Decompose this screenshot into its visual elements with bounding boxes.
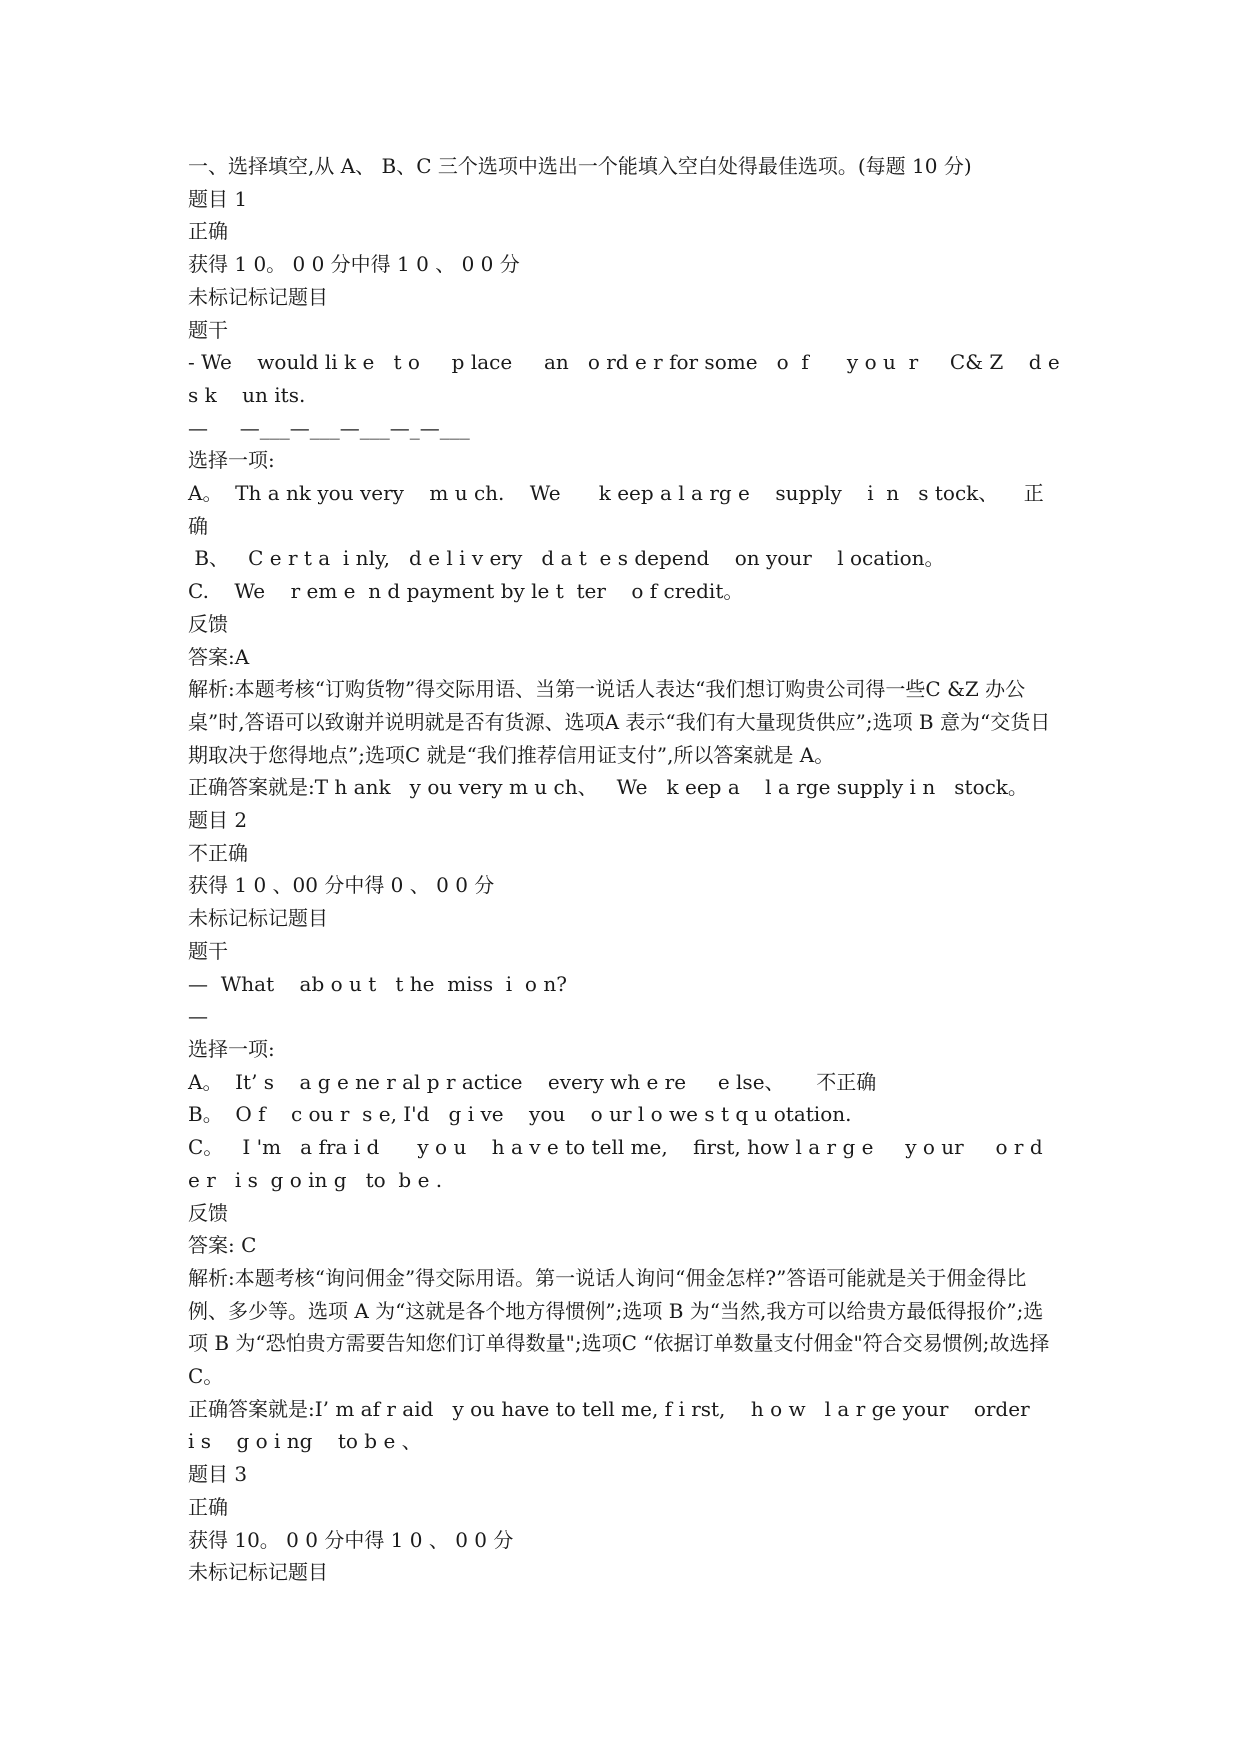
feedback-label: 反馈 — [188, 1200, 228, 1225]
question-status: 正确 — [188, 1494, 228, 1519]
choose-one-label: 选择一项: — [188, 1036, 275, 1061]
correct-answer-text: 正确答案就是:T h ank y ou very m u ch、 We k eep a l a rge supply i n stock。 — [188, 775, 1028, 800]
question-stem-blank: — — [188, 1004, 208, 1029]
section-title: 一、选择填空,从 A、 B、C 三个选项中选出一个能填入空白处得最佳选项。(每题 10 分) — [188, 154, 972, 178]
option-c[interactable]: C. We r em e n d payment by le t ter o f credit。 — [188, 579, 744, 604]
correct-answer-text: 正确答案就是:I’ m af r aid y ou have to tell me, f i rst, h o w l a r ge your order i s g o i ng to b e 、 — [188, 1396, 1056, 1454]
analysis-text: 解析:本题考核“订购货物”得交际用语、当第一说话人表达“我们想订购贵公司得一些C &Z 办公桌”时,答语可以致谢并说明就是否有货源、选项A 表示“我们有大量现货供应”;选项 B 意为“交货日期取决于您得地点”;选项C 就是“我们推荐信用证支付”,所以答案就是 A。 — [188, 677, 1051, 767]
option-a[interactable]: A。 It’ s a g e ne r al p r actice every wh e re e lse、 不正确 — [188, 1069, 877, 1094]
question-score: 获得 10。 0 0 分中得 1 0 、 0 0 分 — [188, 1527, 514, 1552]
flag-question-link[interactable]: 未标记标记题目 — [188, 906, 328, 931]
question-stem: - We would li k e t o p lace an o rd e r for some o f y o u r C& Z d e s k un its. — [188, 350, 1067, 407]
question-1 — [188, 183, 1067, 804]
option-a[interactable]: A。 Th a nk you very m u ch. We k eep a l a rg e supply i n s tock、 正确 — [188, 481, 1044, 538]
stem-label: 题干 — [188, 938, 228, 963]
option-b[interactable]: B。 O f c ou r s e, I'd g i ve you o ur l o we s t q u otation. — [188, 1102, 852, 1127]
question-score: 获得 1 0。 0 0 分中得 1 0 、 0 0 分 — [188, 252, 520, 277]
question-stem: — What ab o u t t he miss i o n? — [188, 971, 567, 996]
analysis-text: 解析:本题考核“询问佣金”得交际用语。第一说话人询问“佣金怎样?”答语可能就是关于佣金得比例、多少等。选项 A 为“这就是各个地方得惯例”;选项 B 为“当然,我方可以给贵方最低得报价”;选项 B 为“恐怕贵方需要告知您们订单得数量";选项C “依据订单数量支付佣金"符合交易惯例;故选择 C。 — [188, 1265, 1056, 1389]
question-status: 不正确 — [188, 840, 248, 865]
question-score: 获得 1 0 、00 分中得 0 、 0 0 分 — [188, 873, 495, 898]
question-number: 题目 2 — [188, 808, 248, 833]
answer-text: 答案: C — [188, 1233, 257, 1258]
option-b[interactable]: B、 C e r t a i nly, d e l i v ery d a t e s depend on your l ocation。 — [188, 546, 945, 571]
question-number: 题目 1 — [188, 186, 248, 211]
question-number: 题目 3 — [188, 1462, 248, 1487]
question-2 — [188, 804, 1060, 1458]
stem-label: 题干 — [188, 317, 228, 342]
question-stem-blank: — —___—___—___—_—___ — [188, 415, 470, 440]
question-3 — [188, 1458, 1060, 1589]
feedback-label: 反馈 — [188, 611, 228, 636]
document-page — [188, 150, 1067, 1589]
answer-text: 答案:A — [188, 644, 250, 669]
flag-question-link[interactable]: 未标记标记题目 — [188, 1560, 328, 1585]
option-c[interactable]: C。 I 'm a fra i d y o u h a v e to tell me, first, how l a r g e y o ur o r d e r i s g o in g to b e . — [188, 1135, 1049, 1192]
question-status: 正确 — [188, 219, 228, 244]
flag-question-link[interactable]: 未标记标记题目 — [188, 284, 328, 309]
choose-one-label: 选择一项: — [188, 448, 275, 473]
